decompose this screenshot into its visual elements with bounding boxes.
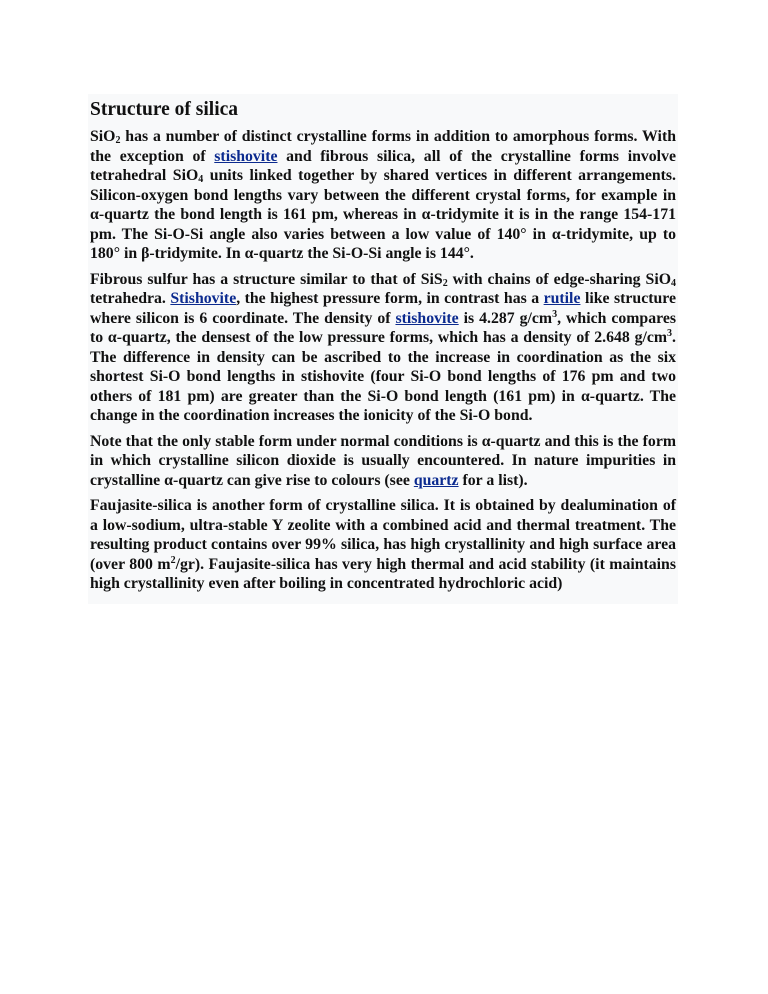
subscript: 2 xyxy=(115,135,121,146)
link-stishovite[interactable]: stishovite xyxy=(395,309,459,327)
text: . The difference in density can be ascribed to the increase in coordination as the six shortest Si-O bond lengths in stishovite (four Si-O bond lengths of 176 pm and two others of 181 pm) are greater than the Si-O bond length (161 pm) in α-quartz. The change in the coordination increases the ionicity of the Si-O bond. xyxy=(90,329,676,424)
link-rutile[interactable]: rutile xyxy=(543,290,581,307)
subscript: 4 xyxy=(198,174,204,185)
text: Faujasite-silica is another form of crystalline silica. It is obtained by dealumination of a low-sodium, ultra-stable Y zeolite with a combined acid and thermal treatment. The resulting product contains over 99% silica, has high crystallinity and high surface area (over 800 m xyxy=(90,497,676,573)
text: /gr). Faujasite-silica has very high thermal and acid stability (it maintains high crystallinity even after boiling in concentrated hydrochloric acid) xyxy=(90,555,676,592)
link-stishovite[interactable]: Stishovite xyxy=(170,290,237,307)
text: , the highest pressure form, in contrast has a xyxy=(236,290,544,307)
superscript: 3 xyxy=(667,328,673,339)
text: , which compares to α-quartz, the densest of the low pressure forms, which has a density of 2.648 g/cm xyxy=(90,309,676,346)
text: Note that the only stable form under normal conditions is α-quartz and this is the form in which crystalline silicon dioxide is usually encountered. In nature impurities in crystalline α-quartz can give rise to colours (see xyxy=(90,432,676,489)
link-quartz[interactable]: quartz xyxy=(413,471,459,489)
text: with chains of edge-sharing SiO xyxy=(447,270,671,288)
text: SiO xyxy=(90,128,116,145)
article-section xyxy=(88,94,678,604)
paragraph-2 xyxy=(90,270,676,426)
paragraph-4 xyxy=(90,496,676,594)
paragraph-1 xyxy=(90,127,676,264)
text: and fibrous silica, all of the crystalline forms involve tetrahedral SiO xyxy=(90,147,676,184)
superscript: 3 xyxy=(552,308,558,320)
text: for a list). xyxy=(458,471,528,489)
text: tetrahedra. xyxy=(90,290,171,307)
link-stishovite[interactable]: stishovite xyxy=(214,147,278,165)
superscript: 2 xyxy=(170,554,176,566)
text: units linked together by shared vertices in different arrangements. Silicon-oxygen bond lengths vary between the different crystal forms, for example in α-quartz the bond length is 161 pm, whereas in α-tridymite it is in the range 154-171 pm. The Si-O-Si angle also varies between a low value of 140° in α-tridymite, up to 180° in β-tridymite. In α-quartz the Si-O-Si angle is 144°. xyxy=(90,167,677,262)
text: has a number of distinct crystalline forms in addition to amorphous forms. With the exception of xyxy=(90,128,676,165)
text: is 4.287 g/cm xyxy=(458,309,553,327)
subscript: 4 xyxy=(671,277,676,289)
section-heading: Structure of silica xyxy=(90,99,239,120)
subscript: 2 xyxy=(442,277,448,289)
text: like structure where silicon is 6 coordinate. The density of xyxy=(90,290,677,327)
paragraph-3 xyxy=(90,432,676,491)
text: Fibrous sulfur has a structure similar to that of SiS xyxy=(90,270,443,288)
